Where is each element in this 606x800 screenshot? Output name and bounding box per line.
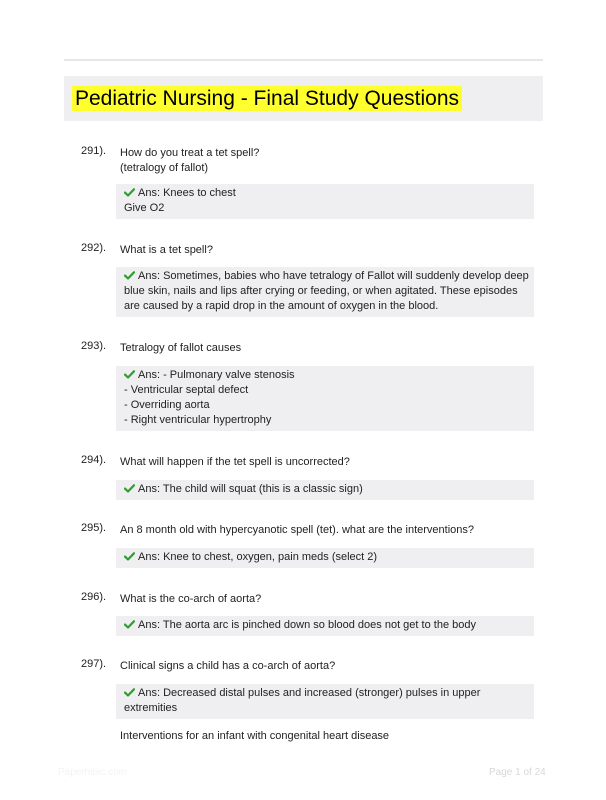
answer-text: Ans: Decreased distal pulses and increased (stronger) pulses in upper extremities bbox=[124, 687, 481, 714]
answer-text: Ans: Sometimes, babies who have tetralogy of Fallot will suddenly develop deep blue skin, nails and lips after crying or feeding, or when agitated. These episodes are caused by a rapid drop in the amount of oxygen in the blood. bbox=[124, 270, 529, 312]
check-icon bbox=[124, 552, 135, 561]
answer-text: Ans: Knee to chest, oxygen, pain meds (select 2) bbox=[138, 551, 378, 563]
question-text: How do you treat a tet spell? (tetralogy of fallot) bbox=[120, 147, 260, 174]
question-text: Clinical signs a child has a co-arch of aorta? bbox=[120, 660, 336, 672]
next-question-text: Interventions for an infant with congenital heart disease bbox=[120, 730, 390, 742]
title-banner bbox=[64, 76, 543, 121]
answer-box bbox=[116, 684, 534, 719]
question-number: 297). bbox=[81, 658, 107, 670]
check-icon bbox=[124, 271, 135, 280]
page-title: Pediatric Nursing - Final Study Questions bbox=[72, 86, 462, 111]
question-number: 296). bbox=[81, 591, 107, 603]
answer-text: Ans: The aorta arc is pinched down so blood does not get to the body bbox=[138, 619, 476, 631]
question-number: 291). bbox=[81, 145, 107, 157]
page-number: Page 1 of 24 bbox=[489, 767, 546, 778]
question-text: What is a tet spell? bbox=[120, 244, 213, 256]
answer-text: Ans: Knees to chest Give O2 bbox=[124, 187, 236, 214]
answer-box bbox=[116, 267, 534, 317]
question-text: What will happen if the tet spell is uncorrected? bbox=[120, 456, 350, 468]
answer-box bbox=[116, 548, 534, 568]
question-number: 292). bbox=[81, 242, 107, 254]
check-icon bbox=[124, 370, 135, 379]
question-number: 295). bbox=[81, 522, 107, 534]
question-text: Tetralogy of fallot causes bbox=[120, 342, 242, 354]
question-number: 293). bbox=[81, 340, 107, 352]
check-icon bbox=[124, 688, 135, 697]
answer-text: Ans: The child will squat (this is a classic sign) bbox=[138, 483, 363, 495]
answer-text: Ans: - Pulmonary valve stenosis - Ventricular septal defect - Overriding aorta - Right ventricular hypertrophy bbox=[124, 369, 295, 426]
answer-box bbox=[116, 480, 534, 500]
check-icon bbox=[124, 484, 135, 493]
footer-watermark: Paperhibic.com bbox=[58, 767, 127, 778]
question-number: 294). bbox=[81, 454, 107, 466]
check-icon bbox=[124, 188, 135, 197]
top-divider bbox=[64, 59, 543, 61]
answer-box bbox=[116, 616, 534, 636]
question-text: An 8 month old with hypercyanotic spell (tet). what are the interventions? bbox=[120, 524, 475, 536]
check-icon bbox=[124, 620, 135, 629]
answer-box bbox=[116, 184, 534, 219]
question-text: What is the co-arch of aorta? bbox=[120, 593, 262, 605]
answer-box bbox=[116, 366, 534, 431]
